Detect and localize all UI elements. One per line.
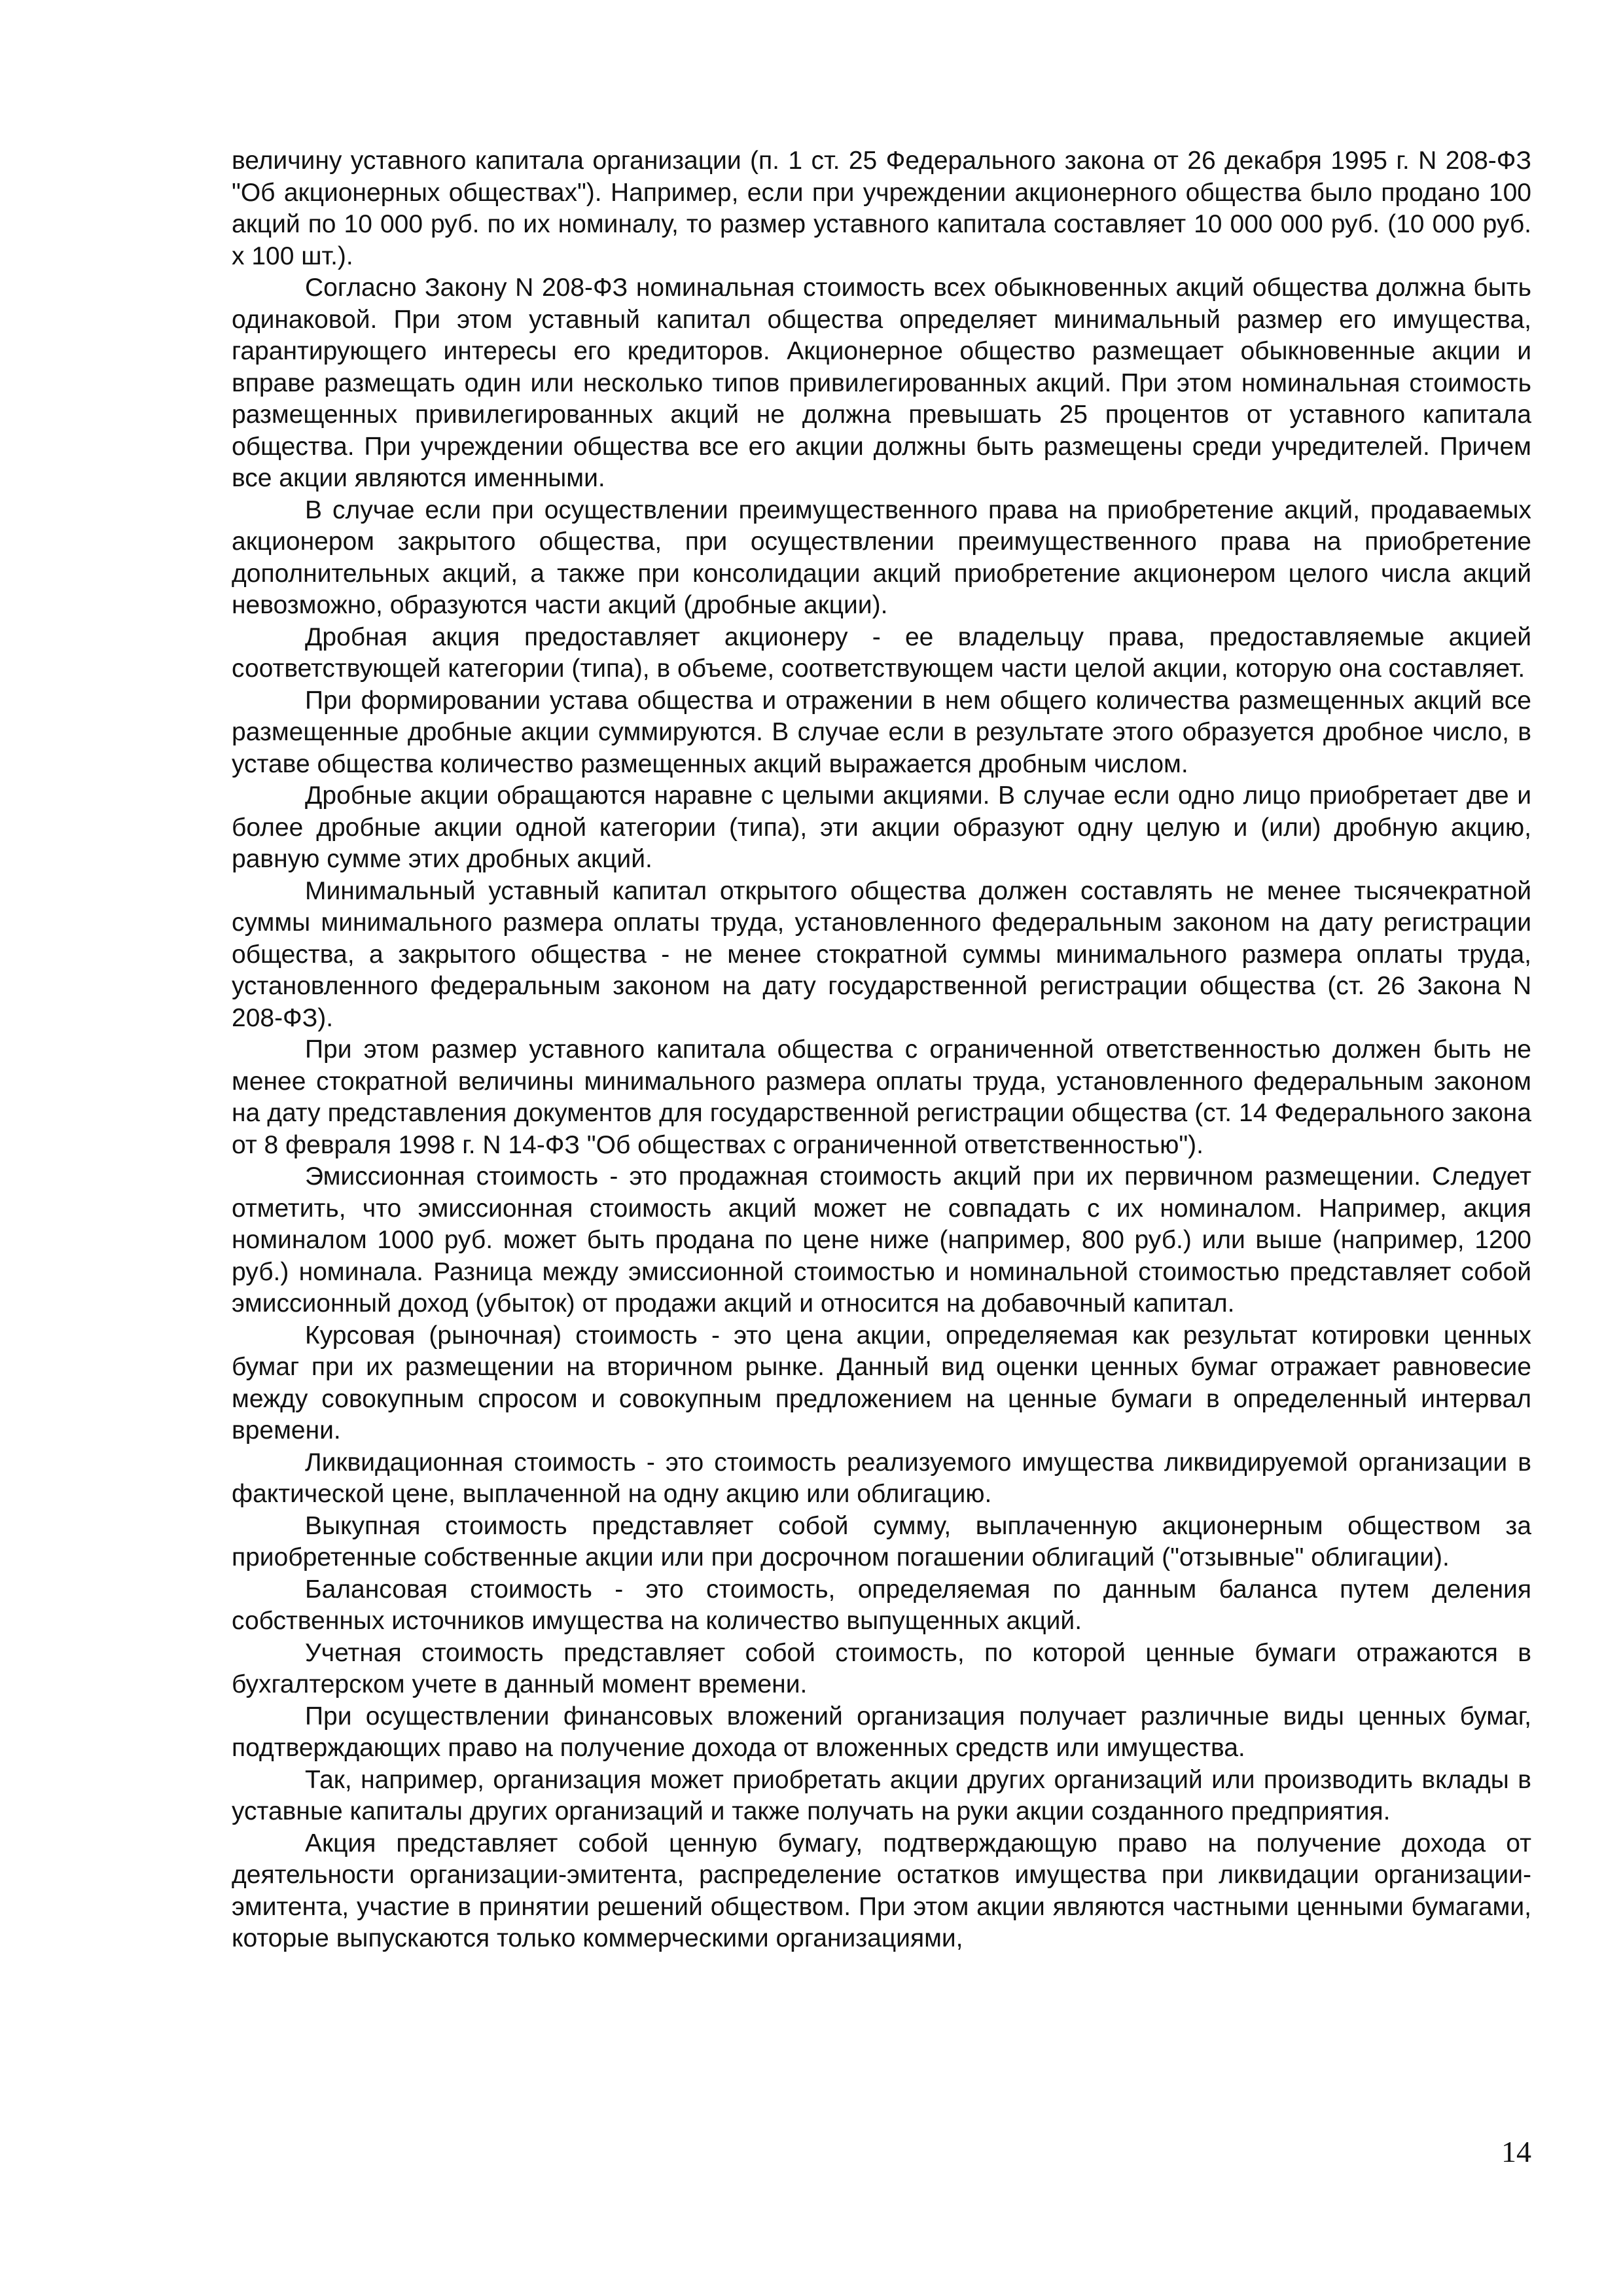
paragraph: При этом размер уставного капитала общества с ограниченной ответственностью должен быть не менее стократной величины минимального размера оплаты труда, установленного федеральным законом на дату представления документов для государственной регистрации общества (ст. 14 Федерального закона от 8 февраля 1998 г. N 14-ФЗ "Об обществах с ограниченной ответственностью").	[232, 1035, 1531, 1159]
paragraph: Согласно Закону N 208-ФЗ номинальная стоимость всех обыкновенных акций общества должна быть одинаковой. При этом уставный капитал общества определяет минимальный размер его имущества, гарантирующего интересы его кредиторов. Акционерное общество размещает обыкновенные акции и вправе размещать один или несколько типов привилегированных акций. При этом номинальная стоимость размещенных привилегированных акций не должна превышать 25 процентов от уставного капитала общества. При учреждении общества все его акции должны быть размещены среди учредителей. Причем все акции являются именными.	[232, 274, 1531, 492]
paragraph: Акция представляет собой ценную бумагу, подтверждающую право на получение дохода от деятельности организации-эмитента, распределение остатков имущества при ликвидации организации-эмитента, участие в принятии решений обществом. При этом акции являются частными ценными бумагами, которые выпускаются только коммерческими организациями,	[232, 1829, 1531, 1952]
paragraph: В случае если при осуществлении преимущественного права на приобретение акций, продаваемых акционером закрытого общества, при осуществлении преимущественного права на приобретение дополнительных акций, а также при консолидации акций приобретение акционером целого числа акций невозможно, образуются части акций (дробные акции).	[232, 495, 1531, 619]
paragraph: Так, например, организация может приобретать акции других организаций или производить вклады в уставные капиталы других организаций и также получать на руки акции созданного предприятия.	[232, 1765, 1531, 1825]
paragraph: Балансовая стоимость - это стоимость, определяемая по данным баланса путем деления собственных источников имущества на количество выпущенных акций.	[232, 1575, 1531, 1635]
paragraph: Учетная стоимость представляет собой стоимость, по которой ценные бумаги отражаются в бухгалтерском учете в данный момент времени.	[232, 1638, 1531, 1698]
paragraph: Ликвидационная стоимость - это стоимость реализуемого имущества ликвидируемой организации в фактической цене, выплаченной на одну акцию или облигацию.	[232, 1448, 1531, 1508]
paragraph: Выкупная стоимость представляет собой сумму, выплаченную акционерным обществом за приобретенные собственные акции или при досрочном погашении облигаций ("отзывные" облигации).	[232, 1511, 1531, 1571]
paragraph: При осуществлении финансовых вложений организация получает различные виды ценных бумаг, подтверждающих право на получение дохода от вложенных средств или имущества.	[232, 1702, 1531, 1762]
paragraph: Минимальный уставный капитал открытого общества должен составлять не менее тысячекратной суммы минимального размера оплаты труда, установленного федеральным законом на дату регистрации общества, а закрытого общества - не менее стократной суммы минимального размера оплаты труда, установленного федеральным законом на дату государственной регистрации общества (ст. 26 Закона N 208-ФЗ).	[232, 876, 1531, 1032]
paragraph: Эмиссионная стоимость - это продажная стоимость акций при их первичном размещении. Следует отметить, что эмиссионная стоимость акций может не совпадать с их номиналом. Например, акция номиналом 1000 руб. может быть продана по цене ниже (например, 800 руб.) или выше (например, 1200 руб.) номинала. Разница между эмиссионной стоимостью и номинальной стоимостью представляет собой эмиссионный доход (убыток) от продажи акций и относится на добавочный капитал.	[232, 1162, 1531, 1318]
paragraph: Дробная акция предоставляет акционеру - ее владельцу права, предоставляемые акцией соответствующей категории (типа), в объеме, соответствующем части целой акции, которую она составляет.	[232, 622, 1531, 683]
paragraph: Курсовая (рыночная) стоимость - это цена акции, определяемая как результат котировки ценных бумаг при их размещении на вторичном рынке. Данный вид оценки ценных бумаг отражает равновесие между совокупным спросом и совокупным предложением на ценные бумаги в определенный интервал времени.	[232, 1321, 1531, 1444]
paragraph: величину уставного капитала организации (п. 1 ст. 25 Федерального закона от 26 декабря 1995 г. N 208-ФЗ "Об акционерных обществах"). Например, если при учреждении акционерного общества было продано 100 акций по 10 000 руб. по их номиналу, то размер уставного капитала составляет 10 000 000 руб. (10 000 руб. х 100 шт.).	[232, 147, 1531, 270]
page-number: 14	[1501, 2135, 1531, 2168]
paragraph: Дробные акции обращаются наравне с целыми акциями. В случае если одно лицо приобретает две и более дробные акции одной категории (типа), эти акции образуют одну целую и (или) дробную акцию, равную сумме этих дробных акций.	[232, 781, 1531, 873]
document-body	[232, 145, 1531, 1955]
paragraph: При формировании устава общества и отражении в нем общего количества размещенных акций все размещенные дробные акции суммируются. В случае если в результате этого образуется дробное число, в уставе общества количество размещенных акций выражается дробным числом.	[232, 686, 1531, 778]
